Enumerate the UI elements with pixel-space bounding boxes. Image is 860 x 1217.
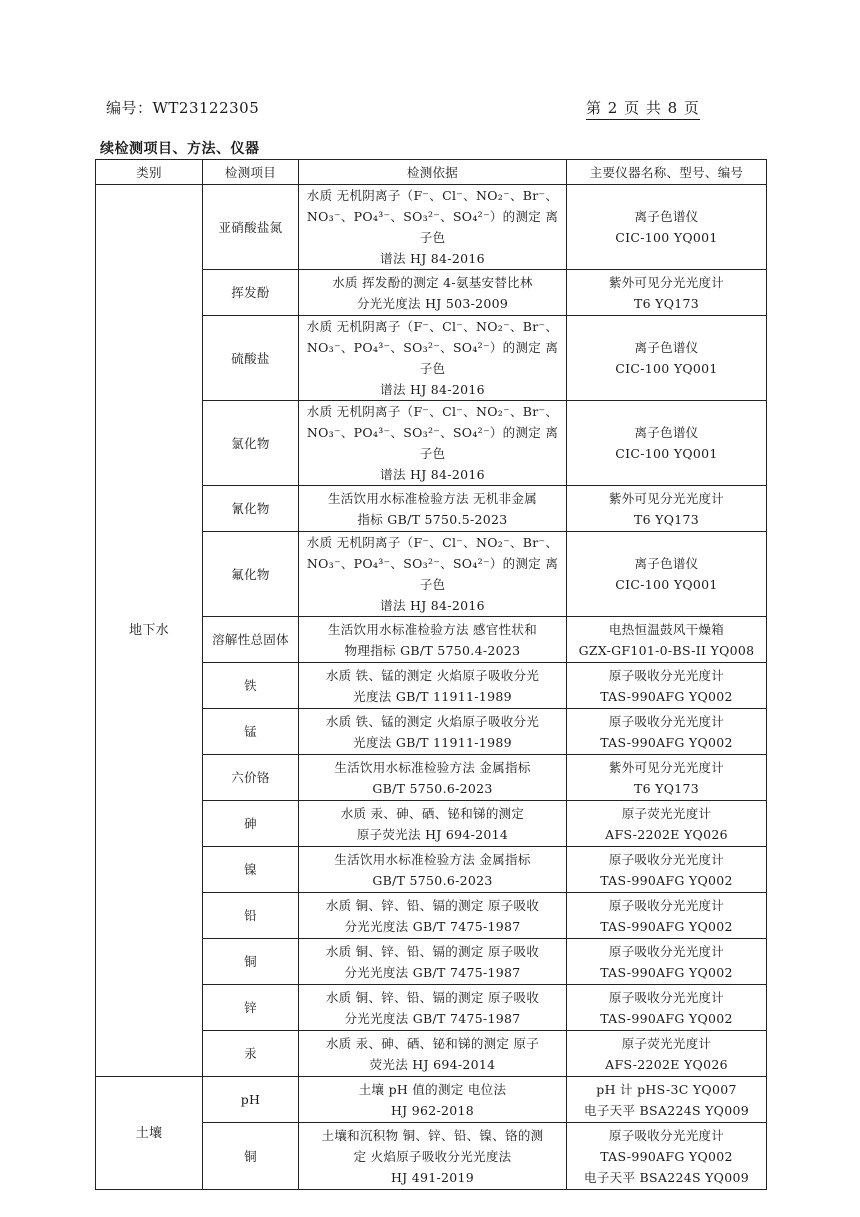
instrument-cell [567,486,767,532]
table-row [96,185,767,270]
item-cell: 铜 [203,1123,299,1190]
item-cell: 溶解性总固体 [203,617,299,663]
header-instrument: 主要仪器名称、型号、编号 [567,160,767,185]
instrument-cell [567,1077,767,1123]
basis-line: NO₃⁻、PO₄³⁻、SO₃²⁻、SO₄²⁻）的测定 离子色 [306,340,559,376]
instrument-line: 原子吸收分光光度计 [608,667,725,683]
instrument-line: 电热恒温鼓风干燥箱 [608,621,725,637]
basis-line: 生活饮用水标准检验方法 金属指标 [334,851,531,867]
basis-line: 生活饮用水标准检验方法 感官性状和 [327,621,538,637]
instrument-line: AFS-2202E YQ026 [605,826,728,842]
basis-cell [299,486,567,532]
basis-line: 分光光度法 GB/T 7475-1987 [344,964,521,980]
basis-line: 水质 无机阴离子（F⁻、Cl⁻、NO₂⁻、Br⁻、 [306,188,559,203]
instrument-line: T6 YQ173 [633,295,700,311]
instrument-cell [567,316,767,401]
item-cell: pH [203,1077,299,1123]
instrument-line: 紫外可见分光光度计 [608,274,725,290]
basis-line: 土壤和沉积物 铜、锌、铅、镍、铬的测 [321,1127,544,1143]
basis-line: 谱法 HJ 84-2016 [380,467,485,482]
instrument-cell [567,985,767,1031]
instrument-line: TAS-990AFG YQ002 [600,964,733,980]
instrument-cell [567,801,767,847]
header-category: 类别 [96,160,203,185]
basis-line: 分光光度法 GB/T 7475-1987 [344,918,521,934]
basis-line: 指标 GB/T 5750.5-2023 [357,511,508,527]
instrument-line: T6 YQ173 [633,511,700,527]
page-indicator: 第 2 页 共 8 页 [586,97,700,120]
basis-line: 荧光法 HJ 694-2014 [369,1056,496,1072]
item-cell: 铅 [203,893,299,939]
basis-line: 谱法 HJ 84-2016 [380,382,485,397]
instrument-line: TAS-990AFG YQ002 [600,1010,733,1026]
instrument-line: 原子荧光光度计 [621,1035,712,1051]
basis-line: 物理指标 GB/T 5750.4-2023 [344,642,521,658]
basis-cell [299,985,567,1031]
basis-cell [299,316,567,401]
instrument-cell [567,1123,767,1190]
basis-cell [299,185,567,270]
category-cell: 地下水 [96,185,203,1077]
item-cell: 砷 [203,801,299,847]
basis-line: 原子荧光法 HJ 694-2014 [356,826,509,842]
table-header-row [96,160,767,185]
instrument-line: 原子吸收分光光度计 [608,851,725,867]
basis-line: 水质 无机阴离子（F⁻、Cl⁻、NO₂⁻、Br⁻、 [306,535,559,550]
instrument-line: 原子吸收分光光度计 [608,897,725,913]
instrument-line: CIC-100 YQ001 [615,230,718,245]
table-body [96,185,767,1190]
item-cell: 挥发酚 [203,270,299,316]
item-cell: 硫酸盐 [203,316,299,401]
instrument-cell [567,1031,767,1077]
category-cell: 土壤 [96,1077,203,1190]
instrument-cell [567,617,767,663]
basis-line: NO₃⁻、PO₄³⁻、SO₃²⁻、SO₄²⁻）的测定 离子色 [306,556,559,592]
instrument-line: TAS-990AFG YQ002 [600,734,733,750]
item-cell: 锰 [203,709,299,755]
instrument-line: 原子吸收分光光度计 [608,713,725,729]
item-cell: 氟化物 [203,532,299,617]
item-cell: 亚硝酸盐氮 [203,185,299,270]
instrument-cell [567,401,767,486]
instrument-cell [567,270,767,316]
basis-line: 谱法 HJ 84-2016 [380,251,485,266]
basis-cell [299,401,567,486]
basis-cell [299,939,567,985]
instrument-cell [567,185,767,270]
instrument-line: 紫外可见分光光度计 [608,490,725,506]
instrument-line: pH 计 pHS-3C YQ007 [596,1081,737,1097]
basis-line: 生活饮用水标准检验方法 无机非金属 [327,490,538,506]
instrument-line: 电子天平 BSA224S YQ009 [584,1169,749,1185]
basis-cell [299,893,567,939]
basis-line: 分光光度法 HJ 503-2009 [356,295,509,311]
basis-line: NO₃⁻、PO₄³⁻、SO₃²⁻、SO₄²⁻）的测定 离子色 [306,209,559,245]
instrument-line: 原子吸收分光光度计 [608,1127,725,1143]
basis-line: 定 火焰原子吸收分光光度法 [353,1148,512,1164]
instrument-cell [567,532,767,617]
instrument-line: T6 YQ173 [633,780,700,796]
instrument-line: CIC-100 YQ001 [615,577,718,592]
instrument-line: 紫外可见分光光度计 [608,759,725,775]
basis-line: 分光光度法 GB/T 7475-1987 [344,1010,521,1026]
instrument-line: 原子吸收分光光度计 [608,943,725,959]
instrument-cell [567,847,767,893]
basis-line: GB/T 5750.6-2023 [372,872,493,888]
basis-cell [299,532,567,617]
instrument-line: 原子吸收分光光度计 [608,989,725,1005]
section-title: 续检测项目、方法、仪器 [100,141,260,157]
basis-line: 水质 铜、锌、铅、镉的测定 原子吸收 [325,943,540,959]
document-number: 编号：WT23122305 [106,99,260,117]
item-cell: 六价铬 [203,755,299,801]
basis-line: 水质 铜、锌、铅、镉的测定 原子吸收 [325,897,540,913]
instrument-line: 原子荧光光度计 [621,805,712,821]
instrument-line: 电子天平 BSA224S YQ009 [584,1102,749,1118]
instrument-line: 离子色谱仪 [634,425,699,440]
table-row [96,1077,767,1123]
item-cell: 锌 [203,985,299,1031]
basis-cell [299,801,567,847]
basis-cell [299,663,567,709]
basis-cell [299,1123,567,1190]
item-cell: 铁 [203,663,299,709]
basis-line: 土壤 pH 值的测定 电位法 [358,1081,507,1097]
basis-line: HJ 491-2019 [390,1169,475,1185]
basis-line: 水质 铁、锰的测定 火焰原子吸收分光 [325,667,540,683]
header-basis: 检测依据 [299,160,567,185]
basis-line: 水质 汞、砷、硒、铋和锑的测定 [340,805,525,821]
basis-cell [299,617,567,663]
basis-line: 水质 无机阴离子（F⁻、Cl⁻、NO₂⁻、Br⁻、 [306,404,559,419]
basis-cell [299,270,567,316]
basis-line: 水质 铁、锰的测定 火焰原子吸收分光 [325,713,540,729]
basis-cell [299,1031,567,1077]
item-cell: 铜 [203,939,299,985]
basis-line: HJ 962-2018 [390,1102,475,1118]
basis-cell [299,709,567,755]
instrument-cell [567,755,767,801]
instrument-line: CIC-100 YQ001 [615,361,718,376]
instrument-cell [567,939,767,985]
item-cell: 汞 [203,1031,299,1077]
item-cell: 氯化物 [203,401,299,486]
basis-line: 生活饮用水标准检验方法 金属指标 [334,759,531,775]
basis-line: 水质 挥发酚的测定 4-氨基安替比林 [332,274,533,290]
instrument-cell [567,709,767,755]
basis-cell [299,755,567,801]
basis-line: 水质 汞、砷、硒、铋和锑的测定 原子 [325,1035,540,1051]
basis-line: 水质 铜、锌、铅、镉的测定 原子吸收 [325,989,540,1005]
basis-line: 水质 无机阴离子（F⁻、Cl⁻、NO₂⁻、Br⁻、 [306,319,559,334]
instrument-cell [567,893,767,939]
instrument-line: CIC-100 YQ001 [615,446,718,461]
instrument-line: TAS-990AFG YQ002 [600,1148,733,1164]
item-cell: 镍 [203,847,299,893]
instrument-line: TAS-990AFG YQ002 [600,918,733,934]
basis-line: 谱法 HJ 84-2016 [380,598,485,613]
basis-cell [299,847,567,893]
basis-line: NO₃⁻、PO₄³⁻、SO₃²⁻、SO₄²⁻）的测定 离子色 [306,425,559,461]
instrument-line: AFS-2202E YQ026 [605,1056,728,1072]
instrument-cell [567,663,767,709]
basis-cell [299,1077,567,1123]
instrument-line: 离子色谱仪 [634,209,699,224]
instrument-line: TAS-990AFG YQ002 [600,688,733,704]
instrument-line: TAS-990AFG YQ002 [600,872,733,888]
methods-table [95,159,767,1190]
instrument-line: GZX-GF101-0-BS-II YQ008 [578,642,755,658]
header-item: 检测项目 [203,160,299,185]
basis-line: GB/T 5750.6-2023 [372,780,493,796]
instrument-line: 离子色谱仪 [634,556,699,571]
basis-line: 光度法 GB/T 11911-1989 [353,734,512,750]
instrument-line: 离子色谱仪 [634,340,699,355]
item-cell: 氰化物 [203,486,299,532]
basis-line: 光度法 GB/T 11911-1989 [353,688,512,704]
